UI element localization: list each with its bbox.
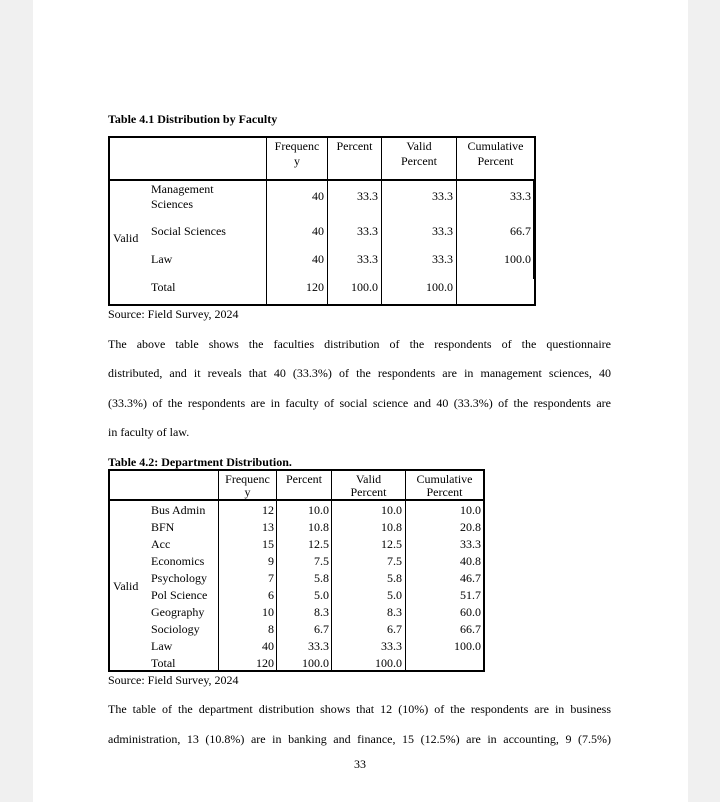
table2-cell-valid-percent: 6.7 (387, 622, 402, 636)
table1-header-cumulative-percent: Percent (477, 154, 514, 168)
table2-cell-frequency: 12 (262, 503, 274, 517)
table2-cell-cumulative: 60.0 (460, 605, 481, 619)
table1-cell-valid-percent: 100.0 (426, 280, 453, 294)
table1-header-cumulative: Cumulative (467, 139, 524, 153)
table2-cell-valid-percent: 7.5 (387, 554, 402, 568)
table1-title: Table 4.1 Distribution by Faculty (108, 112, 278, 126)
table1-row-label: Management (151, 182, 214, 196)
table2-header-valid-percent: Percent (350, 485, 387, 499)
table2-cell-frequency: 7 (268, 571, 274, 585)
table2-cell-percent: 100.0 (302, 656, 329, 670)
paragraph1-line: distributed, and it reveals that 40 (33.3%) of the respondents are in management sciences, 40 (108, 366, 611, 380)
table2-cell-frequency: 9 (268, 554, 274, 568)
table1-group-valid: Valid (113, 231, 139, 245)
table1-cell-valid-percent: 33.3 (432, 224, 453, 238)
page-number: 33 (354, 757, 366, 771)
table2-cell-percent: 12.5 (308, 537, 329, 551)
table1-row-label: Sciences (151, 197, 193, 211)
table2-row-label: Sociology (151, 622, 200, 636)
table1-cell-valid-percent: 33.3 (432, 252, 453, 266)
table2-header-frequency: Frequenc (225, 472, 270, 486)
table1-header-valid: Valid (406, 139, 432, 153)
table1-cell-percent: 33.3 (357, 252, 378, 266)
table1-header-percent: Percent (336, 139, 373, 153)
table1-row-label: Law (151, 252, 173, 266)
table1-row-label: Social Sciences (151, 224, 226, 238)
table1-cell-percent: 100.0 (351, 280, 378, 294)
table2-cell-frequency: 6 (268, 588, 274, 602)
table2-cell-valid-percent: 5.8 (387, 571, 402, 585)
table2-row-label: Law (151, 639, 173, 653)
table2-cell-percent: 7.5 (314, 554, 329, 568)
paragraph1-line: The above table shows the faculties distribution of the respondents of the questionnaire (108, 337, 611, 351)
table2-cell-percent: 10.0 (308, 503, 329, 517)
paragraph1-line: in faculty of law. (108, 425, 190, 439)
table2-row-label: Pol Science (151, 588, 208, 602)
table2-cell-cumulative: 100.0 (454, 639, 481, 653)
table2-cell-frequency: 13 (262, 520, 274, 534)
table2-cell-valid-percent: 10.8 (381, 520, 402, 534)
table2-cell-cumulative: 51.7 (460, 588, 481, 602)
table2-cell-percent: 33.3 (308, 639, 329, 653)
table2-header-cumulative-percent: Percent (426, 485, 463, 499)
table2-cell-frequency: 40 (262, 639, 274, 653)
table1-header-frequency-wrap: y (294, 154, 300, 168)
table2-cell-frequency: 120 (256, 656, 274, 670)
table1-cell-frequency: 40 (312, 224, 324, 238)
table2-header-valid: Valid (355, 472, 382, 486)
table2-cell-valid-percent: 33.3 (381, 639, 402, 653)
table2-cell-percent: 10.8 (308, 520, 329, 534)
table1-cell-cumulative: 100.0 (504, 252, 531, 266)
table2-title: Table 4.2: Department Distribution. (108, 455, 292, 469)
table1-cell-cumulative: 33.3 (510, 189, 531, 203)
table1-header-valid-percent: Percent (401, 154, 437, 168)
table2-cell-valid-percent: 100.0 (375, 656, 402, 670)
table2-row-label: Bus Admin (151, 503, 206, 517)
table2-cell-cumulative: 46.7 (460, 571, 481, 585)
table2-source: Source: Field Survey, 2024 (108, 673, 239, 687)
table2-cell-percent: 5.8 (314, 571, 329, 585)
table2-cell-frequency: 15 (262, 537, 274, 551)
table2-header-frequency-wrap: y (244, 485, 251, 499)
table2-cell-percent: 6.7 (314, 622, 329, 636)
table2-cell-cumulative: 40.8 (460, 554, 481, 568)
table1-row-label: Total (151, 280, 176, 294)
table2-header-percent: Percent (286, 472, 322, 486)
paragraph2-line: The table of the department distribution shows that 12 (10%) of the respondents are in business (108, 702, 611, 716)
table2-cell-cumulative: 66.7 (460, 622, 481, 636)
table2-row-label: Geography (151, 605, 205, 619)
table2-header-cumulative: Cumulative (416, 472, 473, 486)
table2-cell-valid-percent: 5.0 (387, 588, 402, 602)
table1-source: Source: Field Survey, 2024 (108, 307, 239, 321)
table2-cell-valid-percent: 10.0 (381, 503, 402, 517)
table1-cell-frequency: 120 (306, 280, 324, 294)
table1-cell-frequency: 40 (312, 189, 324, 203)
table2-cell-cumulative: 10.0 (460, 503, 481, 517)
table1-cell-cumulative: 66.7 (510, 224, 531, 238)
table1-cell-percent: 33.3 (357, 224, 378, 238)
table2-cell-percent: 5.0 (314, 588, 329, 602)
table2-cell-valid-percent: 8.3 (387, 605, 402, 619)
table2-cell-percent: 8.3 (314, 605, 329, 619)
table2-cell-frequency: 10 (262, 605, 274, 619)
table1-cell-valid-percent: 33.3 (432, 189, 453, 203)
table1-cell-frequency: 40 (312, 252, 324, 266)
paragraph1-line: (33.3%) of the respondents are in faculty of social science and 40 (33.3%) of the respondents are (108, 396, 611, 410)
table2-row-label: Economics (151, 554, 205, 568)
table2-cell-frequency: 8 (268, 622, 274, 636)
table2-row-label: Acc (151, 537, 171, 551)
table2-cell-cumulative: 20.8 (460, 520, 481, 534)
table2-cell-cumulative: 33.3 (460, 537, 481, 551)
table2-row-label: Psychology (151, 571, 208, 585)
table1-header-frequency: Frequenc (274, 139, 320, 153)
table1-cell-percent: 33.3 (357, 189, 378, 203)
paragraph2-line: administration, 13 (10.8%) are in banking and finance, 15 (12.5%) are in accounting, 9 (7.5%) (108, 732, 611, 746)
table2-row-label: BFN (151, 520, 175, 534)
table2-group-valid: Valid (113, 579, 139, 593)
table2-cell-valid-percent: 12.5 (381, 537, 402, 551)
table2-row-label: Total (151, 656, 176, 670)
